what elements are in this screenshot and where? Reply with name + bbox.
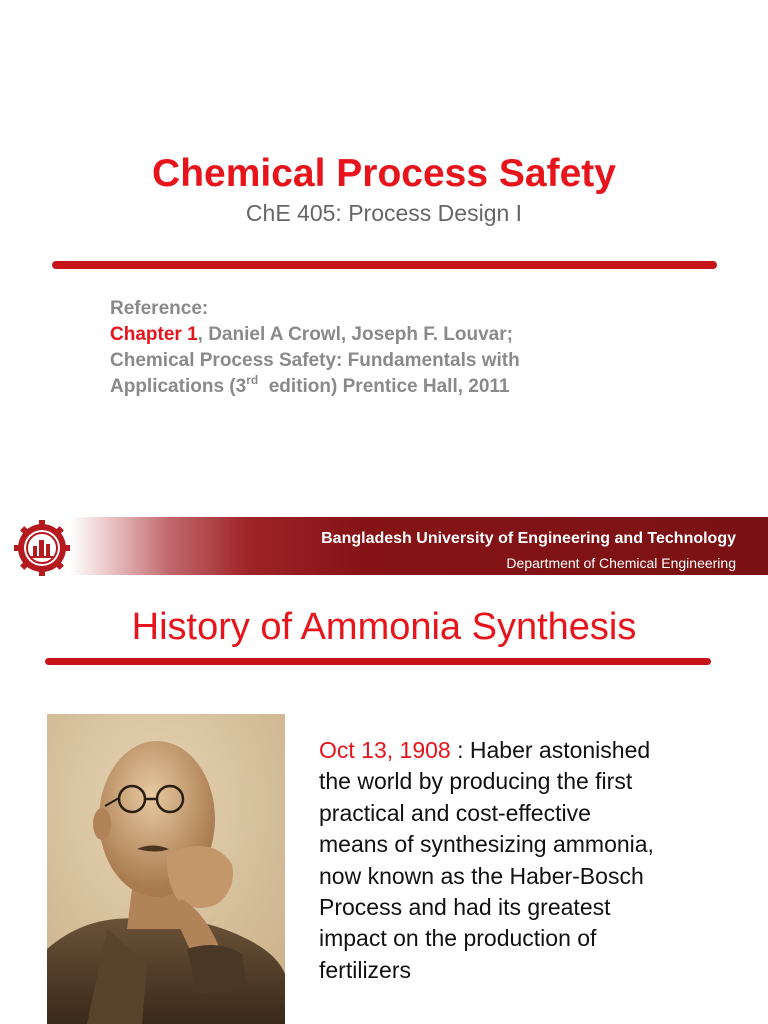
- history-line: means of synthesizing ammonia,: [319, 831, 654, 858]
- slide-title: Chemical Process Safety: [152, 152, 616, 195]
- history-line: the world by producing the first: [319, 768, 633, 795]
- history-line: now known as the Haber-Bosch: [319, 862, 644, 889]
- history-date: Oct 13, 1908: [319, 737, 451, 763]
- reference-line-1: [110, 322, 750, 348]
- university-name: Bangladesh University of Engineering and Technology: [321, 530, 736, 547]
- section-title: History of Ammonia Synthesis: [131, 606, 637, 648]
- history-paragraph: [319, 735, 739, 986]
- reference-line-3: [110, 374, 750, 400]
- reference-block: [110, 296, 750, 400]
- slide-subtitle: ChE 405: Process Design I: [245, 200, 523, 226]
- reference-line-2: Chemical Process Safety: Fundamentals with: [110, 350, 520, 371]
- department-name: Department of Chemical Engineering: [506, 555, 736, 571]
- history-line: fertilizers: [319, 956, 412, 983]
- history-line: practical and cost-effective: [319, 799, 591, 826]
- history-line-1-rest: : Haber astonished: [450, 737, 651, 763]
- reference-chapter: Chapter 1: [110, 324, 198, 345]
- reference-line-3b: edition) Prentice Hall, 2011: [258, 376, 510, 397]
- buet-gear-logo-icon: [12, 518, 72, 578]
- reference-line-3a: Applications (3: [110, 376, 247, 397]
- history-line: impact on the production of: [319, 925, 597, 952]
- title-divider: [52, 261, 717, 269]
- reference-superscript: rd: [246, 372, 259, 387]
- portrait-photo: [47, 714, 285, 1024]
- reference-authors: , Daniel A Crowl, Joseph F. Louvar;: [197, 324, 513, 345]
- history-line-1: [319, 735, 739, 766]
- section-divider: [45, 658, 711, 665]
- reference-heading: Reference:: [110, 298, 209, 319]
- history-line: Process and had its greatest: [319, 894, 611, 921]
